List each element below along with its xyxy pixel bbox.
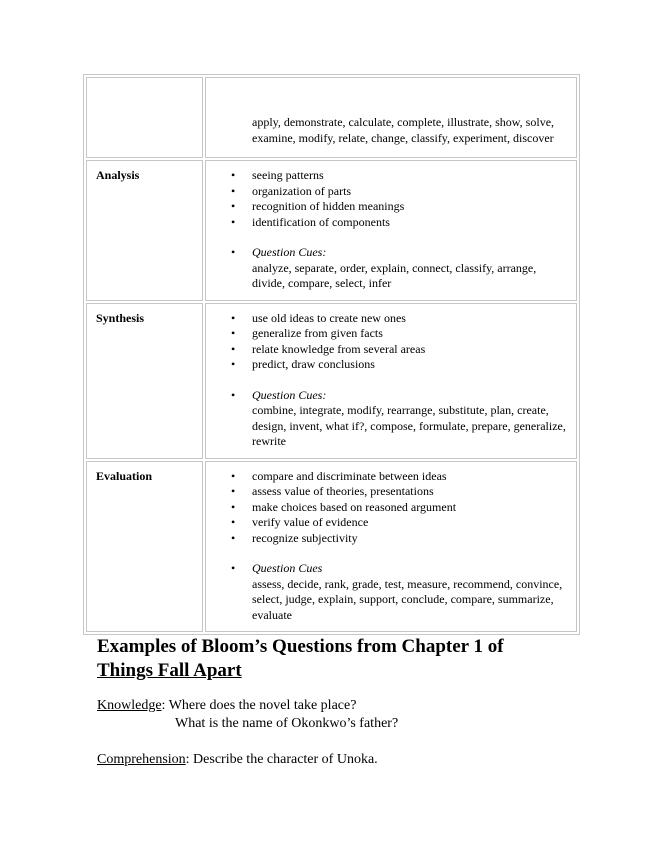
skills-list: [206, 168, 570, 230]
table-row-synthesis: [86, 303, 577, 459]
table-row-application: [86, 77, 577, 158]
content-cell: [205, 77, 577, 158]
knowledge-question: Knowledge: Where does the novel take place?: [97, 698, 357, 713]
question-cues-list: [206, 561, 570, 623]
question-cues-label: • Question Cues: [252, 561, 323, 575]
comprehension-label: Comprehension: [97, 752, 186, 767]
question-cues-label: • Question Cues:: [252, 245, 327, 259]
list-item: [206, 245, 570, 292]
question-cues-label: • Question Cues:: [252, 387, 327, 402]
category-label: Analysis: [86, 160, 203, 301]
list-item: • assess value of theories, presentations: [206, 484, 570, 500]
list-item: • identification of components: [206, 215, 570, 231]
skills-list: [206, 469, 570, 547]
list-item: • recognition of hidden meanings: [206, 199, 570, 215]
book-title: Things Fall Apart: [97, 660, 242, 681]
list-item: [206, 561, 570, 623]
question-text: Describe the character of Unoka.: [193, 752, 378, 767]
list-item: • generalize from given facts: [206, 326, 570, 342]
content-cell: [205, 461, 577, 633]
knowledge-label: Knowledge: [97, 698, 162, 713]
category-cell: [86, 77, 203, 158]
category-label: Synthesis: [86, 303, 203, 459]
list-item: • predict, draw conclusions: [206, 357, 570, 373]
list-item: • verify value of evidence: [206, 515, 570, 531]
knowledge-question-2: [175, 715, 398, 733]
content-cell: [205, 303, 577, 459]
question-cues-text: analyze, separate, order, explain, connect, classify, arrange, divide, compare, select, infer: [252, 260, 537, 290]
list-item: • recognize subjectivity: [206, 531, 570, 547]
list-item: • organization of parts: [206, 184, 570, 200]
bloom-taxonomy-table: [83, 74, 580, 635]
question-cues-list: [206, 245, 570, 292]
list-item: • make choices based on reasoned argument: [206, 500, 570, 516]
list-item: [206, 388, 570, 450]
list-item: • compare and discriminate between ideas: [206, 469, 570, 485]
category-label: Evaluation: [86, 461, 203, 633]
question-cues-text: assess, decide, rank, grade, test, measure, recommend, convince, select, judge, explain, support, conclude, compare, summarize, evaluate: [252, 576, 563, 622]
table-row-analysis: [86, 160, 577, 301]
comprehension-question: Comprehension: Describe the character of Unoka.: [97, 752, 378, 767]
examples-heading: [97, 635, 557, 683]
skills-list: [206, 311, 570, 373]
content-cell: [205, 160, 577, 301]
question-cues-list: [206, 388, 570, 450]
question-text: Where does the novel take place?: [168, 698, 357, 713]
question-text: What is the name of Okonkwo’s father?: [175, 716, 399, 731]
heading-line-1: Examples of Bloom’s Questions from Chapter 1 of: [97, 636, 504, 657]
list-item: • use old ideas to create new ones: [206, 311, 570, 327]
table-row-evaluation: [86, 461, 577, 633]
list-item: • seeing patterns: [206, 168, 570, 184]
question-cues-text: combine, integrate, modify, rearrange, substitute, plan, create, design, invent, what if?, compose, formulate, prepare, generalize, rewrite: [252, 403, 566, 448]
question-cues-text: apply, demonstrate, calculate, complete, illustrate, show, solve, examine, modify, relate, change, classify, experiment, discover: [252, 115, 555, 145]
list-item: • relate knowledge from several areas: [206, 342, 570, 358]
